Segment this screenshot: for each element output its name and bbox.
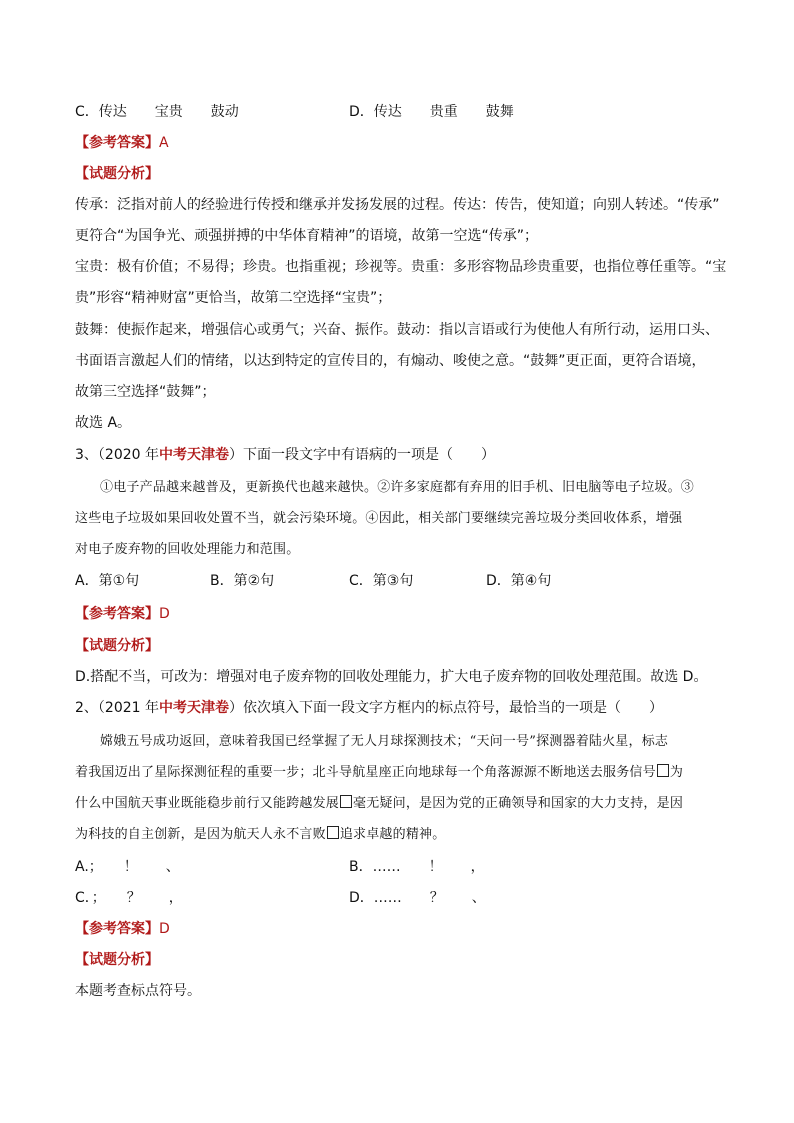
q3-option-b: B．第②句: [210, 573, 275, 589]
answer-value: D: [159, 606, 170, 622]
answer-value: D: [159, 921, 170, 937]
q3-option-d: D．第④句: [486, 573, 552, 589]
q3-option-c: C．第③句: [349, 573, 414, 589]
q1-option-d: D．传达 贵重 鼓舞: [349, 104, 514, 120]
q1-analysis-line: 传承：泛指对前人的经验进行传授和继承并发扬发展的过程。传达：传告，使知道；向别人转述。“传承”: [75, 197, 720, 213]
passage-text: 为: [669, 765, 684, 780]
q3-passage-line: 对电子废弃物的回收处理能力和范围。: [75, 542, 300, 557]
q1-analysis-label: 【试题分析】: [75, 166, 159, 182]
q2-passage-line: [75, 825, 445, 845]
question-stem: ）依次填入下面一段文字方框内的标点符号，最恰当的一项是（ ）: [229, 700, 663, 716]
q1-analysis-line: 鼓舞：使振作起来，增强信心或勇气；兴奋、振作。鼓动：指以言语或行为使他人有所行动，运用口头、: [75, 322, 719, 338]
q2-answer: [75, 919, 170, 939]
q1-answer: [75, 133, 169, 153]
question-source: 中考天津卷: [159, 447, 229, 463]
q3-passage-line: ①电子产品越来越普及，更新换代也越来越快。②许多家庭都有弃用的旧手机、旧电脑等电子垃圾。③: [100, 480, 695, 495]
passage-text: 为科技的自主创新，是因为航天人永不言败: [75, 827, 326, 842]
blank-box: [327, 826, 339, 839]
q2-passage-line: 嫦娥五号成功返回，意味着我国已经掌握了无人月球探测技术；“天问一号”探测器着陆火星，标志: [100, 734, 669, 749]
q2-passage-line: [75, 794, 683, 814]
q2-option-d: D．…… ？ 、: [349, 890, 486, 906]
blank-box: [340, 795, 352, 808]
passage-text: 着我国迈出了星际探测征程的重要一步；北斗导航星座正向地球每一个角落源源不断地送去服务信号: [75, 765, 656, 780]
q1-analysis-line: 书面语言激起人们的情绪，以达到特定的宣传目的，有煽动、唆使之意。“鼓舞”更正面，更符合语境，: [75, 353, 706, 369]
q3-answer: [75, 604, 170, 624]
q2-option-b: B．…… ！ ，: [349, 859, 485, 875]
q2-stem: [75, 698, 663, 718]
passage-text: 什么中国航天事业既能稳步前行又能跨越发展: [75, 796, 340, 811]
passage-text: 追求卓越的精神。: [339, 827, 446, 842]
q2-analysis: 本题考查标点符号。: [75, 983, 201, 999]
q3-analysis-label: 【试题分析】: [75, 638, 159, 654]
q2-analysis-label: 【试题分析】: [75, 952, 159, 968]
q1-analysis-line: 故选 A。: [75, 415, 132, 431]
answer-label: 【参考答案】: [75, 606, 159, 622]
question-number: 2、（2021 年: [75, 700, 159, 716]
q1-option-c: C．传达 宝贵 鼓动: [75, 104, 239, 120]
q2-passage-line: [75, 763, 683, 783]
answer-label: 【参考答案】: [75, 135, 159, 151]
q1-analysis-line: 故第三空选择“鼓舞”；: [75, 384, 216, 400]
blank-box: [657, 764, 669, 777]
question-number: 3、（2020 年: [75, 447, 159, 463]
q3-analysis: D.搭配不当，可改为：增强对电子废弃物的回收处理能力，扩大电子废弃物的回收处理范围。故选 D。: [75, 669, 708, 685]
q3-passage-line: 这些电子垃圾如果回收处置不当，就会污染环境。④因此，相关部门要继续完善垃圾分类回收体系，增强: [75, 511, 683, 526]
q3-stem: [75, 445, 495, 465]
passage-text: 毫无疑问，是因为党的正确领导和国家的大力支持，是因: [353, 796, 684, 811]
question-source: 中考天津卷: [159, 700, 229, 716]
q1-analysis-line: 贵”形容“精神财富”更恰当，故第二空选择“宝贵”；: [75, 290, 392, 306]
answer-value: A: [159, 135, 169, 151]
q3-option-a: A．第①句: [75, 573, 140, 589]
q2-option-a: A.； ！ 、: [75, 859, 180, 875]
q1-analysis-line: 宝贵：极有价值；不易得；珍贵。也指重视；珍视等。贵重：多形容物品珍贵重要，也指位尊任重等。“宝: [75, 259, 727, 275]
answer-label: 【参考答案】: [75, 921, 159, 937]
q2-option-c: C．； ？ ，: [75, 890, 183, 906]
question-stem: ）下面一段文字中有语病的一项是（ ）: [229, 447, 495, 463]
q1-analysis-line: 更符合“为国争光、顽强拼搏的中华体育精神”的语境，故第一空选“传承”；: [75, 228, 539, 244]
